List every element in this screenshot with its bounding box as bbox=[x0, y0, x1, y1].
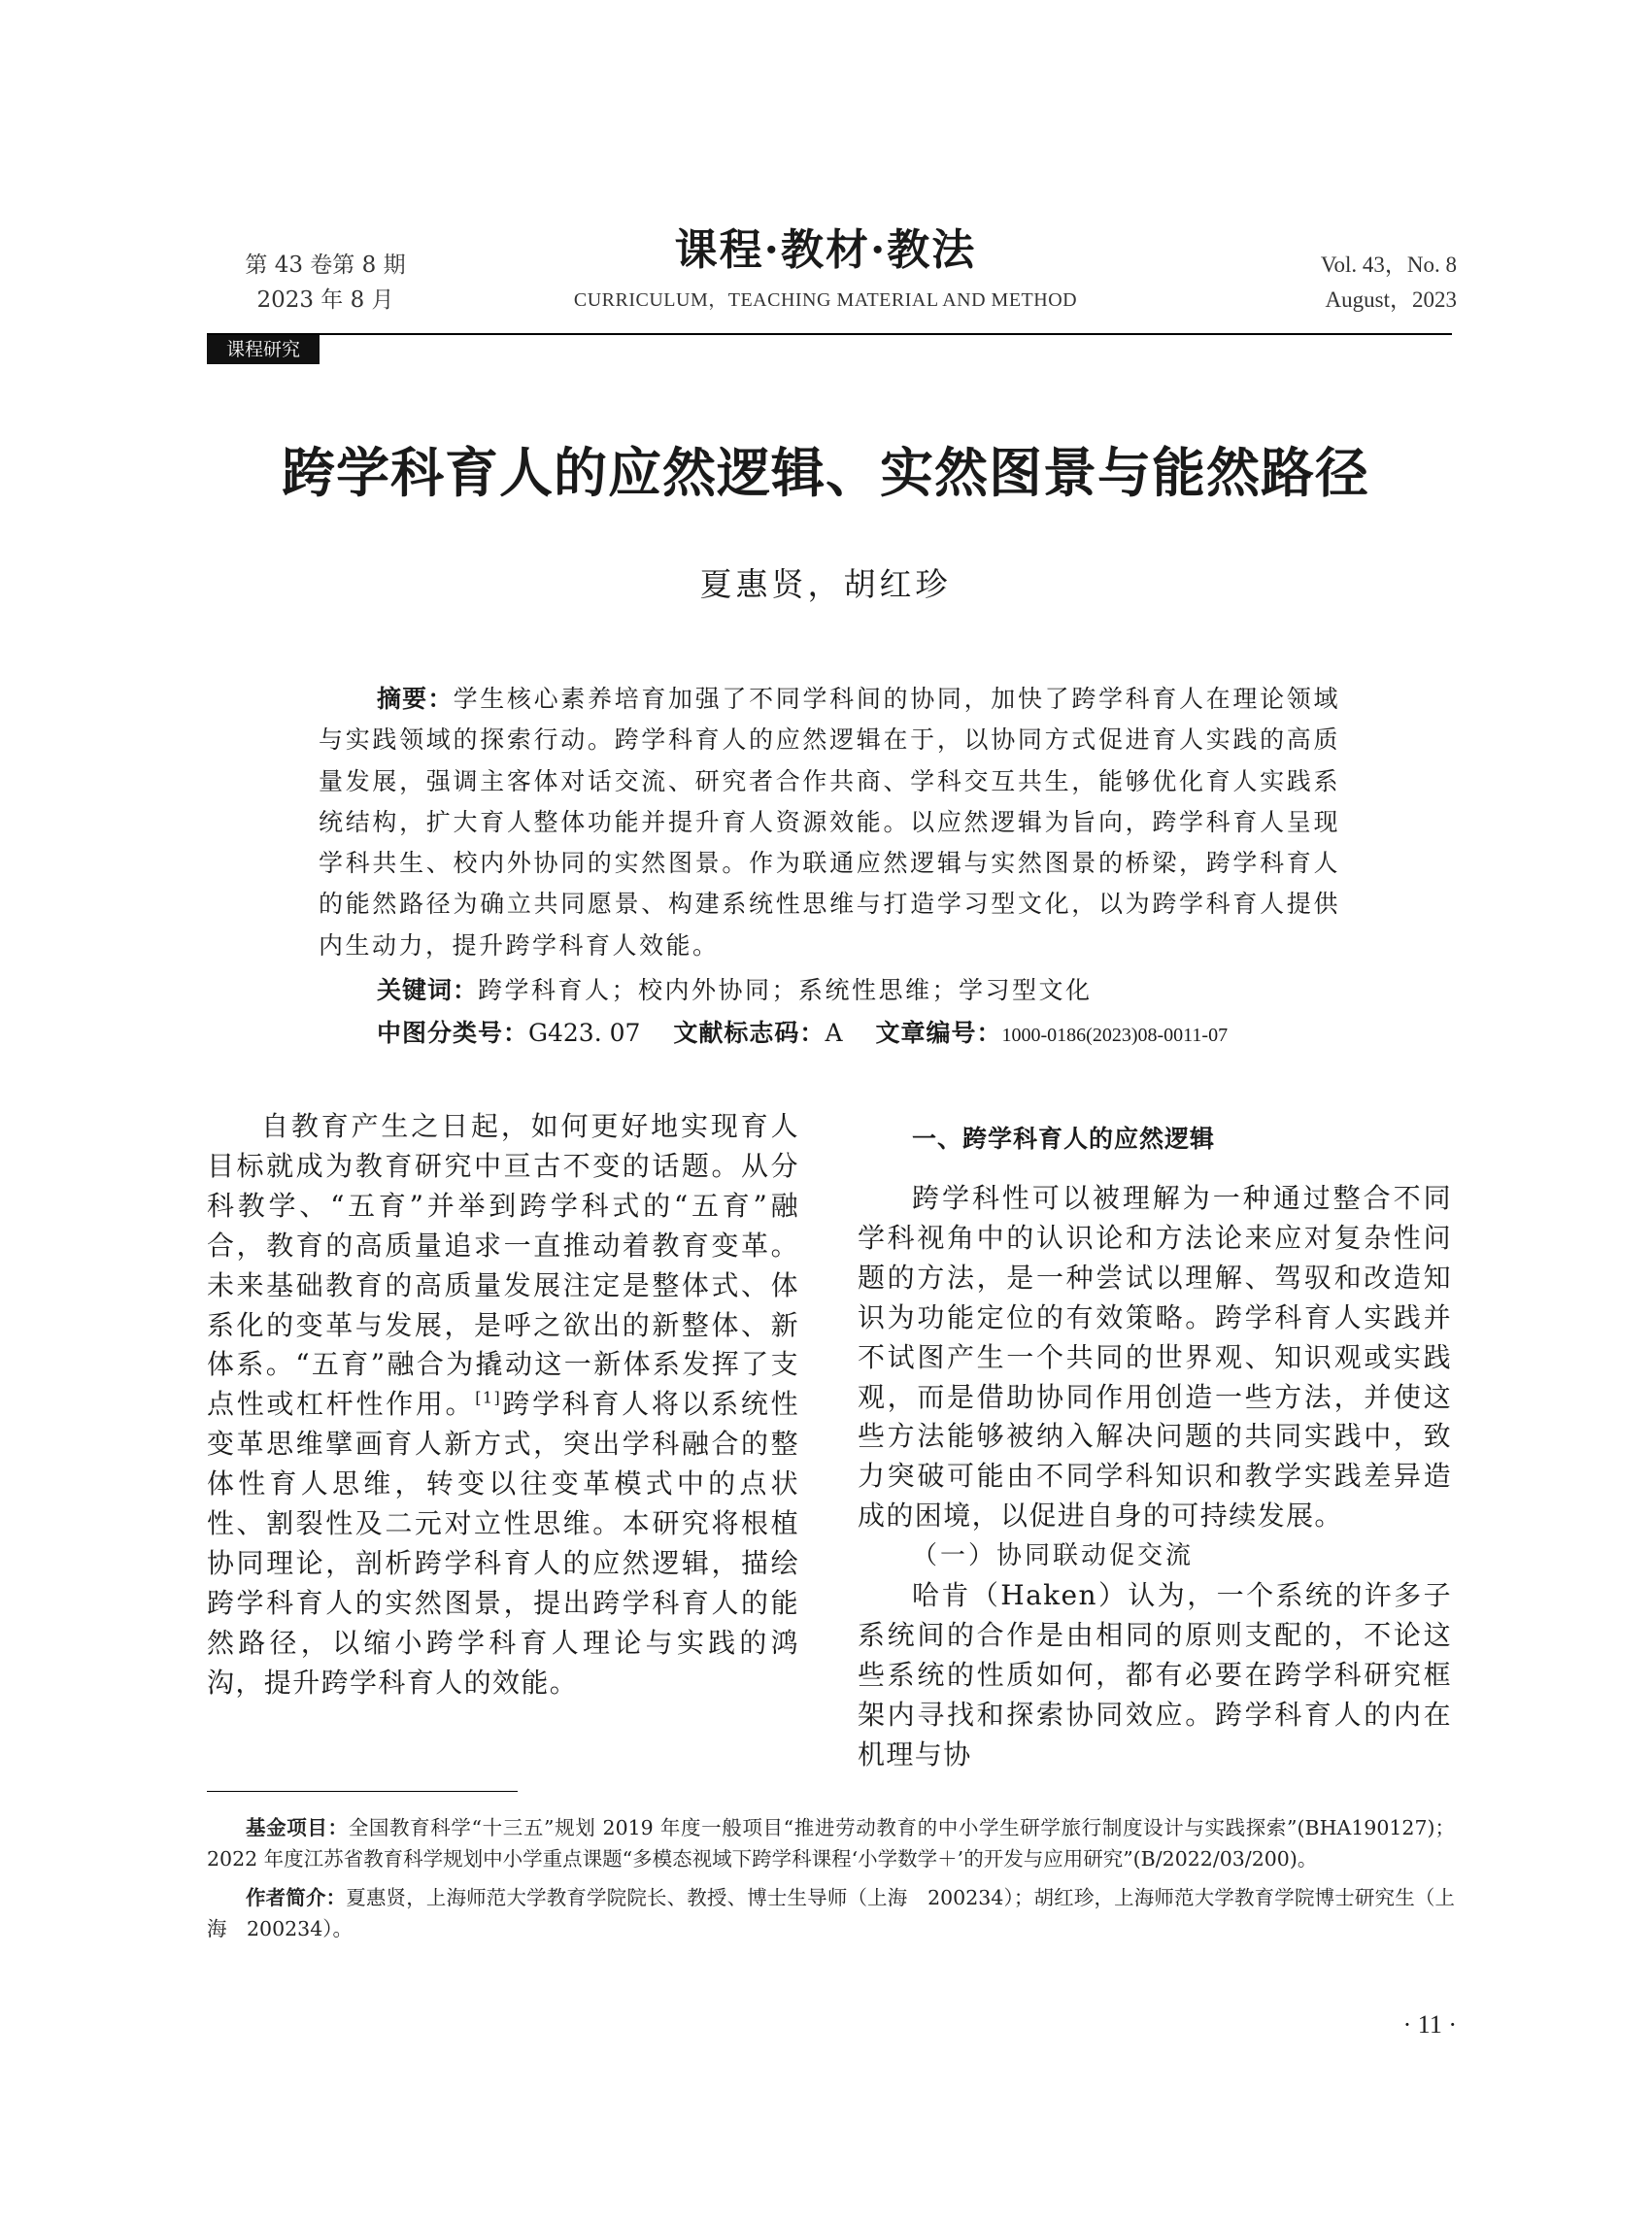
intro-text-part1: 自教育产生之日起，如何更好地实现育人目标就成为教育研究中亘古不变的话题。从分科教学、“五育”并举到跨学科式的“五育”融合，教育的高质量追求一直推动着教育变革。未来基础教育的高质量发展注定是整体式、体系化的变革与发展，是呼之欲出的新整体、新体系。“五育”融合为撬动这一新体系发挥了支点性或杠杆性作用。 bbox=[207, 1110, 799, 1421]
issue-date: 2023 年 8 月 bbox=[256, 287, 394, 313]
keywords-line bbox=[377, 973, 1348, 1008]
journal-masthead bbox=[524, 225, 1127, 312]
section-tag: 课程研究 bbox=[207, 335, 320, 364]
page-number: · 11 · bbox=[1402, 2010, 1457, 2039]
right-column bbox=[858, 1107, 1452, 1775]
subsection-heading: （一）协同联动促交流 bbox=[912, 1541, 1195, 1571]
clc-code: G423. 07 bbox=[528, 1019, 641, 1047]
article-number: 1000-0186(2023)08-0011-07 bbox=[1001, 1025, 1229, 1046]
keywords-label: 关键词： bbox=[377, 976, 479, 1004]
keywords: 跨学科育人；校内外协同；系统性思维；学习型文化 bbox=[478, 976, 1093, 1004]
funding-text: 全国教育科学“十三五”规划 2019 年度一般项目“推进劳动教育的中小学生研学旅行制度设计与实践探索”(BHA190127)；2022 年度江苏省教育科学规划中小学重点课题“多模态视域下跨学科课程‘小学数学＋’的开发与应用研究”(B/2022/03/200)。 bbox=[207, 1816, 1456, 1871]
issue-date-english: August，2023 bbox=[1325, 287, 1457, 312]
volume-issue: 第 43 卷第 8 期 bbox=[245, 253, 406, 278]
citation-ref[interactable]: [1] bbox=[475, 1389, 502, 1408]
volume-issue-english: Vol. 43，No. 8 bbox=[1320, 253, 1457, 277]
doccode-label: 文献标志码： bbox=[673, 1019, 826, 1047]
doccode: A bbox=[825, 1019, 843, 1047]
footnote-rule bbox=[207, 1791, 518, 1792]
intro-paragraph bbox=[207, 1107, 799, 1703]
header-rule bbox=[207, 333, 1452, 335]
funding-note bbox=[207, 1812, 1455, 1874]
authors: 夏惠贤，胡红珍 bbox=[699, 565, 952, 603]
paper-title: 跨学科育人的应然逻辑、实然图景与能然路径 bbox=[281, 442, 1369, 504]
funding-label: 基金项目： bbox=[246, 1816, 349, 1839]
journal-title: 课程·教材·教法 bbox=[674, 225, 977, 275]
section-heading: 一、跨学科育人的应然逻辑 bbox=[912, 1125, 1216, 1153]
journal-english-title: CURRICULUM，TEACHING MATERIAL AND METHOD bbox=[573, 289, 1078, 311]
footnotes bbox=[207, 1812, 1455, 1952]
section-paragraph: 跨学科性可以被理解为一种通过整合不同学科视角中的认识论和方法论来应对复杂性问题的方法，是一种尝试以理解、驾驭和改造知识为功能定位的有效策略。跨学科育人实践并不试图产生一个共同的世界观、知识观或实践观，而是借助协同作用创造一些方法，并使这些方法能够被纳入解决问题的共同实践中，致力突破可能由不同学科知识和教学实践差异造成的困境，以促进自身的可持续发展。 bbox=[858, 1182, 1452, 1533]
author-note bbox=[207, 1882, 1455, 1944]
subsection-paragraph: 哈肯（Haken）认为，一个系统的许多子系统间的合作是由相同的原则支配的，不论这些系统的性质如何，都有必要在跨学科研究框架内寻找和探索协同效应。跨学科育人的内在机理与协 bbox=[858, 1579, 1452, 1770]
abstract bbox=[319, 679, 1340, 966]
abstract-text: 学生核心素养培育加强了不同学科间的协同，加快了跨学科育人在理论领域与实践领域的探索行动。跨学科育人的应然逻辑在于，以协同方式促进育人实践的高质量发展，强调主客体对话交流、研究者合作共商、学科交互共生，能够优化育人实践系统结构，扩大育人整体功能并提升育人资源效能。以应然逻辑为旨向，跨学科育人呈现学科共生、校内外协同的实然图景。作为联通应然逻辑与实然图景的桥梁，跨学科育人的能然路径为确立共同愿景、构建系统性思维与打造学习型文化，以为跨学科育人提供内生动力，提升跨学科育人效能。 bbox=[319, 685, 1340, 960]
articleno-label: 文章编号： bbox=[875, 1019, 1002, 1047]
author-info-label: 作者简介： bbox=[246, 1886, 347, 1909]
abstract-label: 摘要： bbox=[377, 685, 454, 713]
issue-info-english bbox=[1233, 248, 1457, 318]
intro-text-part2: 跨学科育人将以系统性变革思维擘画育人新方式，突出学科融合的整体性育人思维，转变以往变革模式中的点状性、割裂性及二元对立性思维。本研究将根植协同理论，剖析跨学科育人的应然逻辑，描绘跨学科育人的实然图景，提出跨学科育人的能然路径，以缩小跨学科育人理论与实践的鸿沟，提升跨学科育人的效能。 bbox=[207, 1388, 799, 1699]
issue-info bbox=[228, 248, 422, 318]
classification-line bbox=[377, 1016, 1445, 1053]
left-column bbox=[207, 1107, 799, 1703]
author-info-text: 夏惠贤，上海师范大学教育学院院长、教授、博士生导师（上海 200234）；胡红珍，上海师范大学教育学院博士研究生（上海 200234）。 bbox=[207, 1886, 1455, 1940]
clc-label: 中图分类号： bbox=[377, 1019, 529, 1047]
